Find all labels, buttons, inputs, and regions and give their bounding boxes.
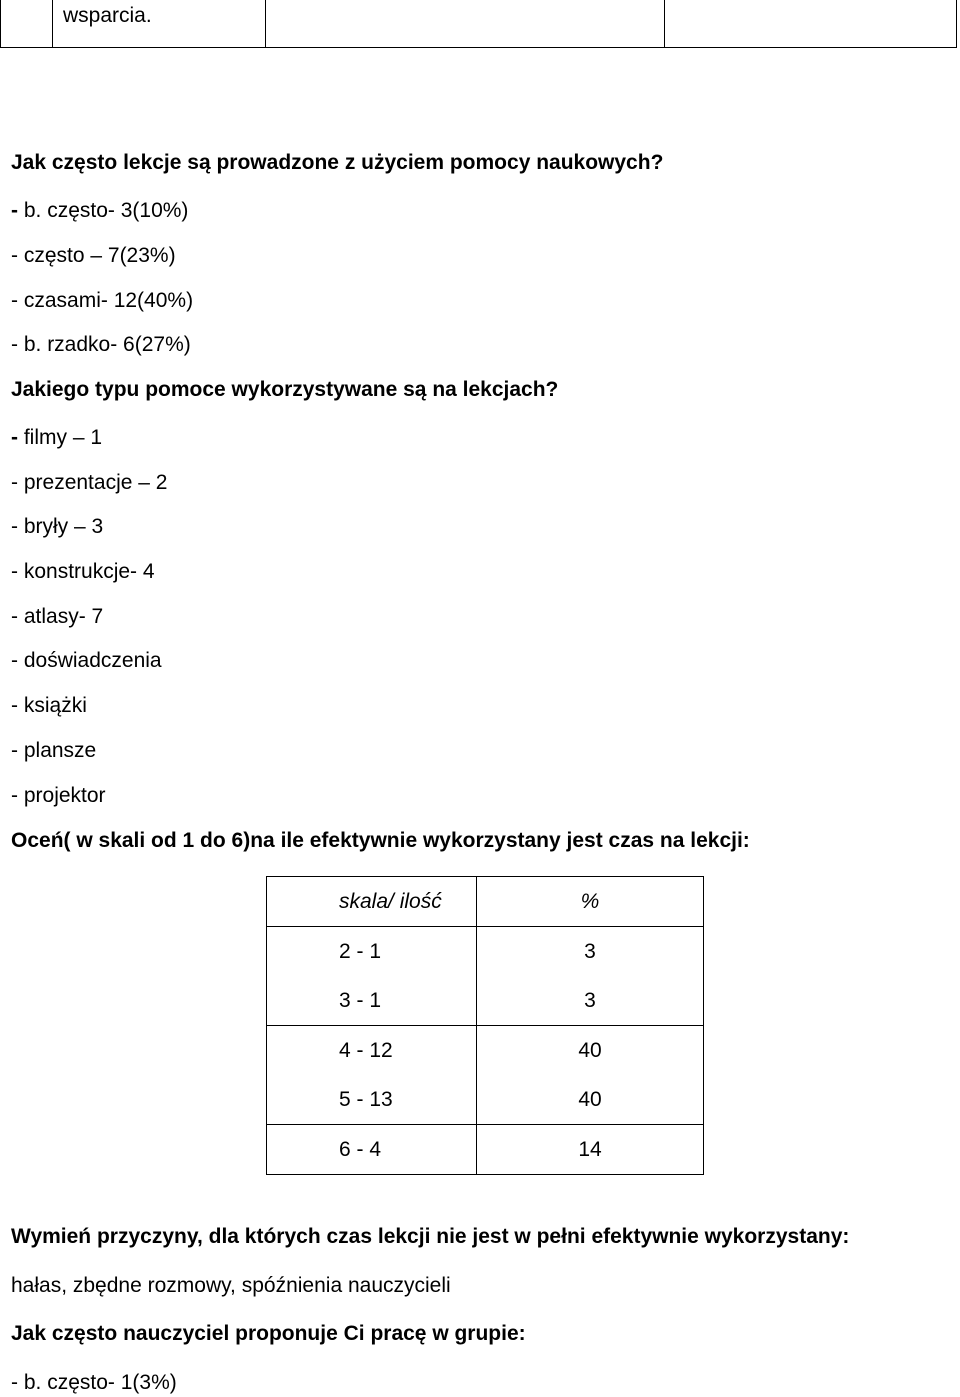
efficiency-table — [266, 876, 704, 1175]
top-cell-text: wsparcia. — [63, 4, 152, 27]
answer-item: - czasami- 12(40%) — [11, 289, 194, 312]
table-cell: 6 - 4 — [267, 1125, 477, 1175]
answer-item: - projektor — [11, 784, 106, 807]
question-time-efficiency: Oceń( w skali od 1 do 6)na ile efektywnie wykorzystany jest czas na lekcji: — [11, 829, 750, 852]
table-cell: 5 - 13 — [267, 1075, 477, 1125]
header-scale: skala/ ilość — [267, 877, 477, 927]
table-divider — [52, 0, 53, 47]
top-table-fragment — [0, 0, 957, 48]
table-cell: 3 — [477, 976, 704, 1026]
header-percent: % — [477, 877, 704, 927]
table-cell: 14 — [477, 1125, 704, 1175]
table-cell: 40 — [477, 1026, 704, 1076]
table-cell: 3 — [477, 927, 704, 977]
table-row — [267, 1075, 704, 1125]
question-aid-types: Jakiego typu pomoce wykorzystywane są na lekcjach? — [11, 378, 559, 401]
question-inefficiency-reasons: Wymień przyczyny, dla których czas lekcji nie jest w pełni efektywnie wykorzystany: — [11, 1225, 850, 1248]
answer-item: - b. rzadko- 6(27%) — [11, 333, 191, 356]
table-cell: 4 - 12 — [267, 1026, 477, 1076]
answer-item: - doświadczenia — [11, 649, 162, 672]
question-teaching-aids-frequency: Jak często lekcje są prowadzone z użyciem pomocy naukowych? — [11, 151, 664, 174]
table-row — [267, 1026, 704, 1076]
answer-item: - bryły – 3 — [11, 515, 104, 538]
answer-item: - konstrukcje- 4 — [11, 560, 155, 583]
table-row — [267, 976, 704, 1026]
table-divider — [265, 0, 266, 47]
answer-item: - b. często- 3(10%) — [11, 199, 189, 222]
table-cell: 40 — [477, 1075, 704, 1125]
answer-item: - atlasy- 7 — [11, 605, 104, 628]
table-divider — [664, 0, 665, 47]
table-row — [267, 927, 704, 977]
answer-item: - często – 7(23%) — [11, 244, 176, 267]
answer-item: - b. często- 1(3%) — [11, 1371, 177, 1394]
question-group-work: Jak często nauczyciel proponuje Ci pracę w grupie: — [11, 1322, 526, 1345]
table-header-row — [267, 877, 704, 927]
answer-item: - plansze — [11, 739, 97, 762]
table-cell: 2 - 1 — [267, 927, 477, 977]
answer-item: - prezentacje – 2 — [11, 471, 168, 494]
answer-text: hałas, zbędne rozmowy, spóźnienia nauczycieli — [11, 1274, 451, 1297]
table-cell: 3 - 1 — [267, 976, 477, 1026]
answer-item: - filmy – 1 — [11, 426, 103, 449]
table-row — [267, 1125, 704, 1175]
answer-item: - książki — [11, 694, 87, 717]
